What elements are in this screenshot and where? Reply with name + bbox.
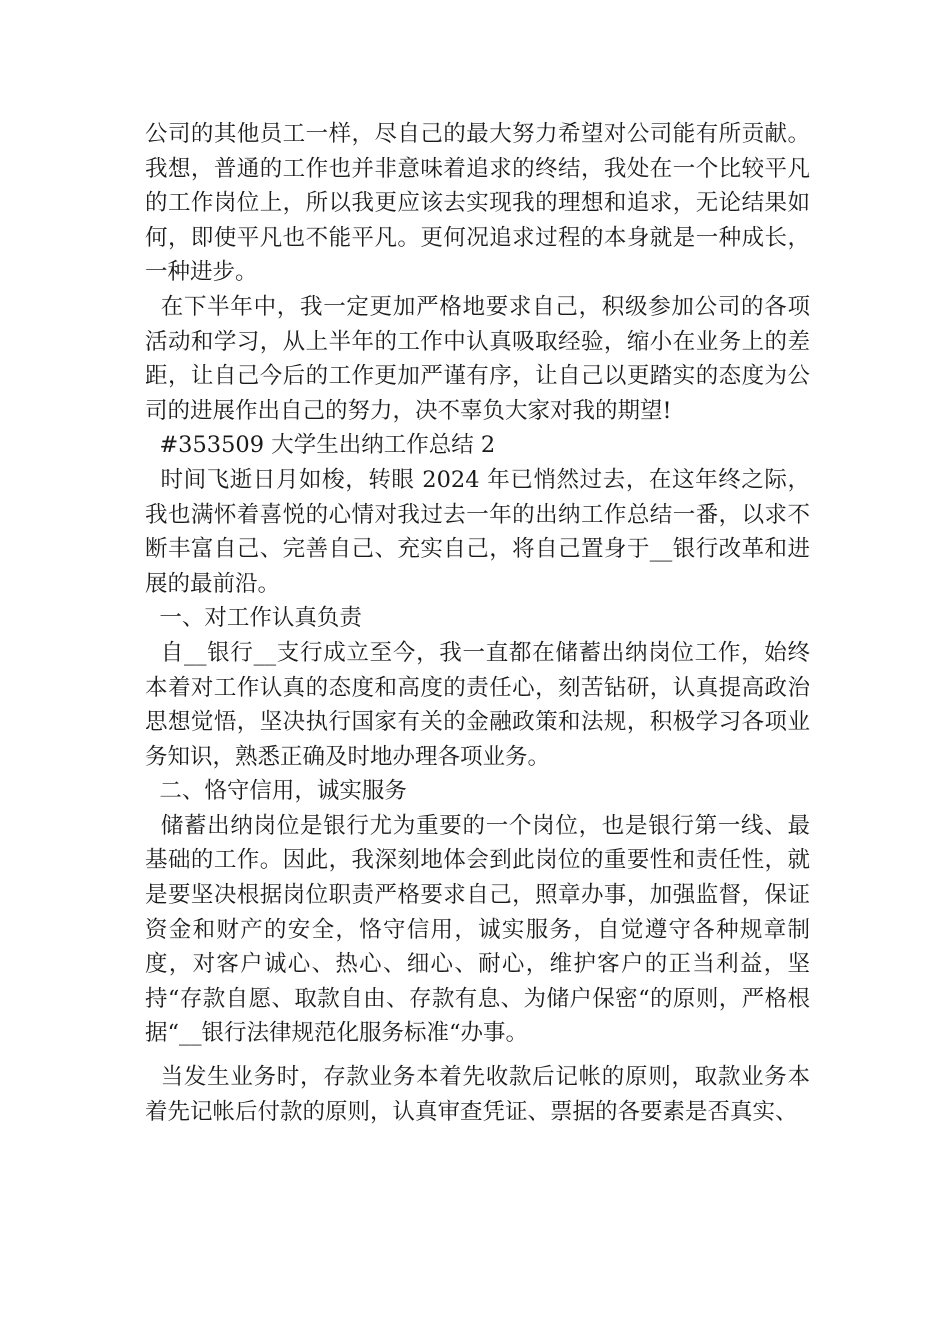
paragraph-responsibility: 自__银行__支行成立至今，我一直都在储蓄出纳岗位工作，始终本着对工作认真的态度和高度的责任心，刻苦钻研，认真提高政治思想觉悟，坚决执行国家有关的金融政策和法规，积极学习各项业务知识，熟悉正确及时地办理各项业务。 [145,639,810,770]
paragraph-business-process: 当发生业务时，存款业务本着先收款后记帐的原则，取款业务本着先记帐后付款的原则，认真审查凭证、票据的各要素是否真实、 [145,1064,810,1125]
paragraph-second-half-plan: 在下半年中，我一定更加严格地要求自己，积级参加公司的各项活动和学习，从上半年的工作中认真吸取经验，缩小在业务上的差距，让自己今后的工作更加严谨有序，让自己以更踏实的态度为公司的进展作出自己的努力，决不辜负大家对我的期望! [145,293,810,424]
paragraph-credit-service: 储蓄出纳岗位是银行尤为重要的一个岗位，也是银行第一线、最基础的工作。因此，我深刻地体会到此岗位的重要性和责任性，就是要坚决根据岗位职责严格要求自己，照章办事，加强监督，保证资金和财产的安全，恪守信用，诚实服务，自觉遵守各种规章制度，对客户诚心、热心、细心、耐心，维护客户的正当利益，坚持“存款自愿、取款自由、存款有息、为储户保密“的原则，严格根据“__银行法律规范化服务标准“办事。 [145,812,810,1047]
paragraph-year-summary: 时间飞逝日月如梭，转眼 2024 年已悄然过去，在这年终之际，我也满怀着喜悦的心情对我过去一年的出纳工作总结一番，以求不断丰富自己、完善自己、充实自己，将自己置身于__银行改革和进展的最前沿。 [145,466,810,597]
document-body [145,117,810,1129]
section-title: #353509 大学生出纳工作总结 2 [145,432,496,459]
heading-credit-service: 二、恪守信用，诚实服务 [145,778,407,805]
heading-responsibility: 一、对工作认真负责 [145,605,362,632]
paragraph-continued-intro: 公司的其他员工一样，尽自己的最大努力希望对公司能有所贡献。我想，普通的工作也并非意味着追求的终结，我处在一个比较平凡的工作岗位上，所以我更应该去实现我的理想和追求，无论结果如何，即使平凡也不能平凡。更何况追求过程的本身就是一种成长，一种进步。 [145,121,810,286]
